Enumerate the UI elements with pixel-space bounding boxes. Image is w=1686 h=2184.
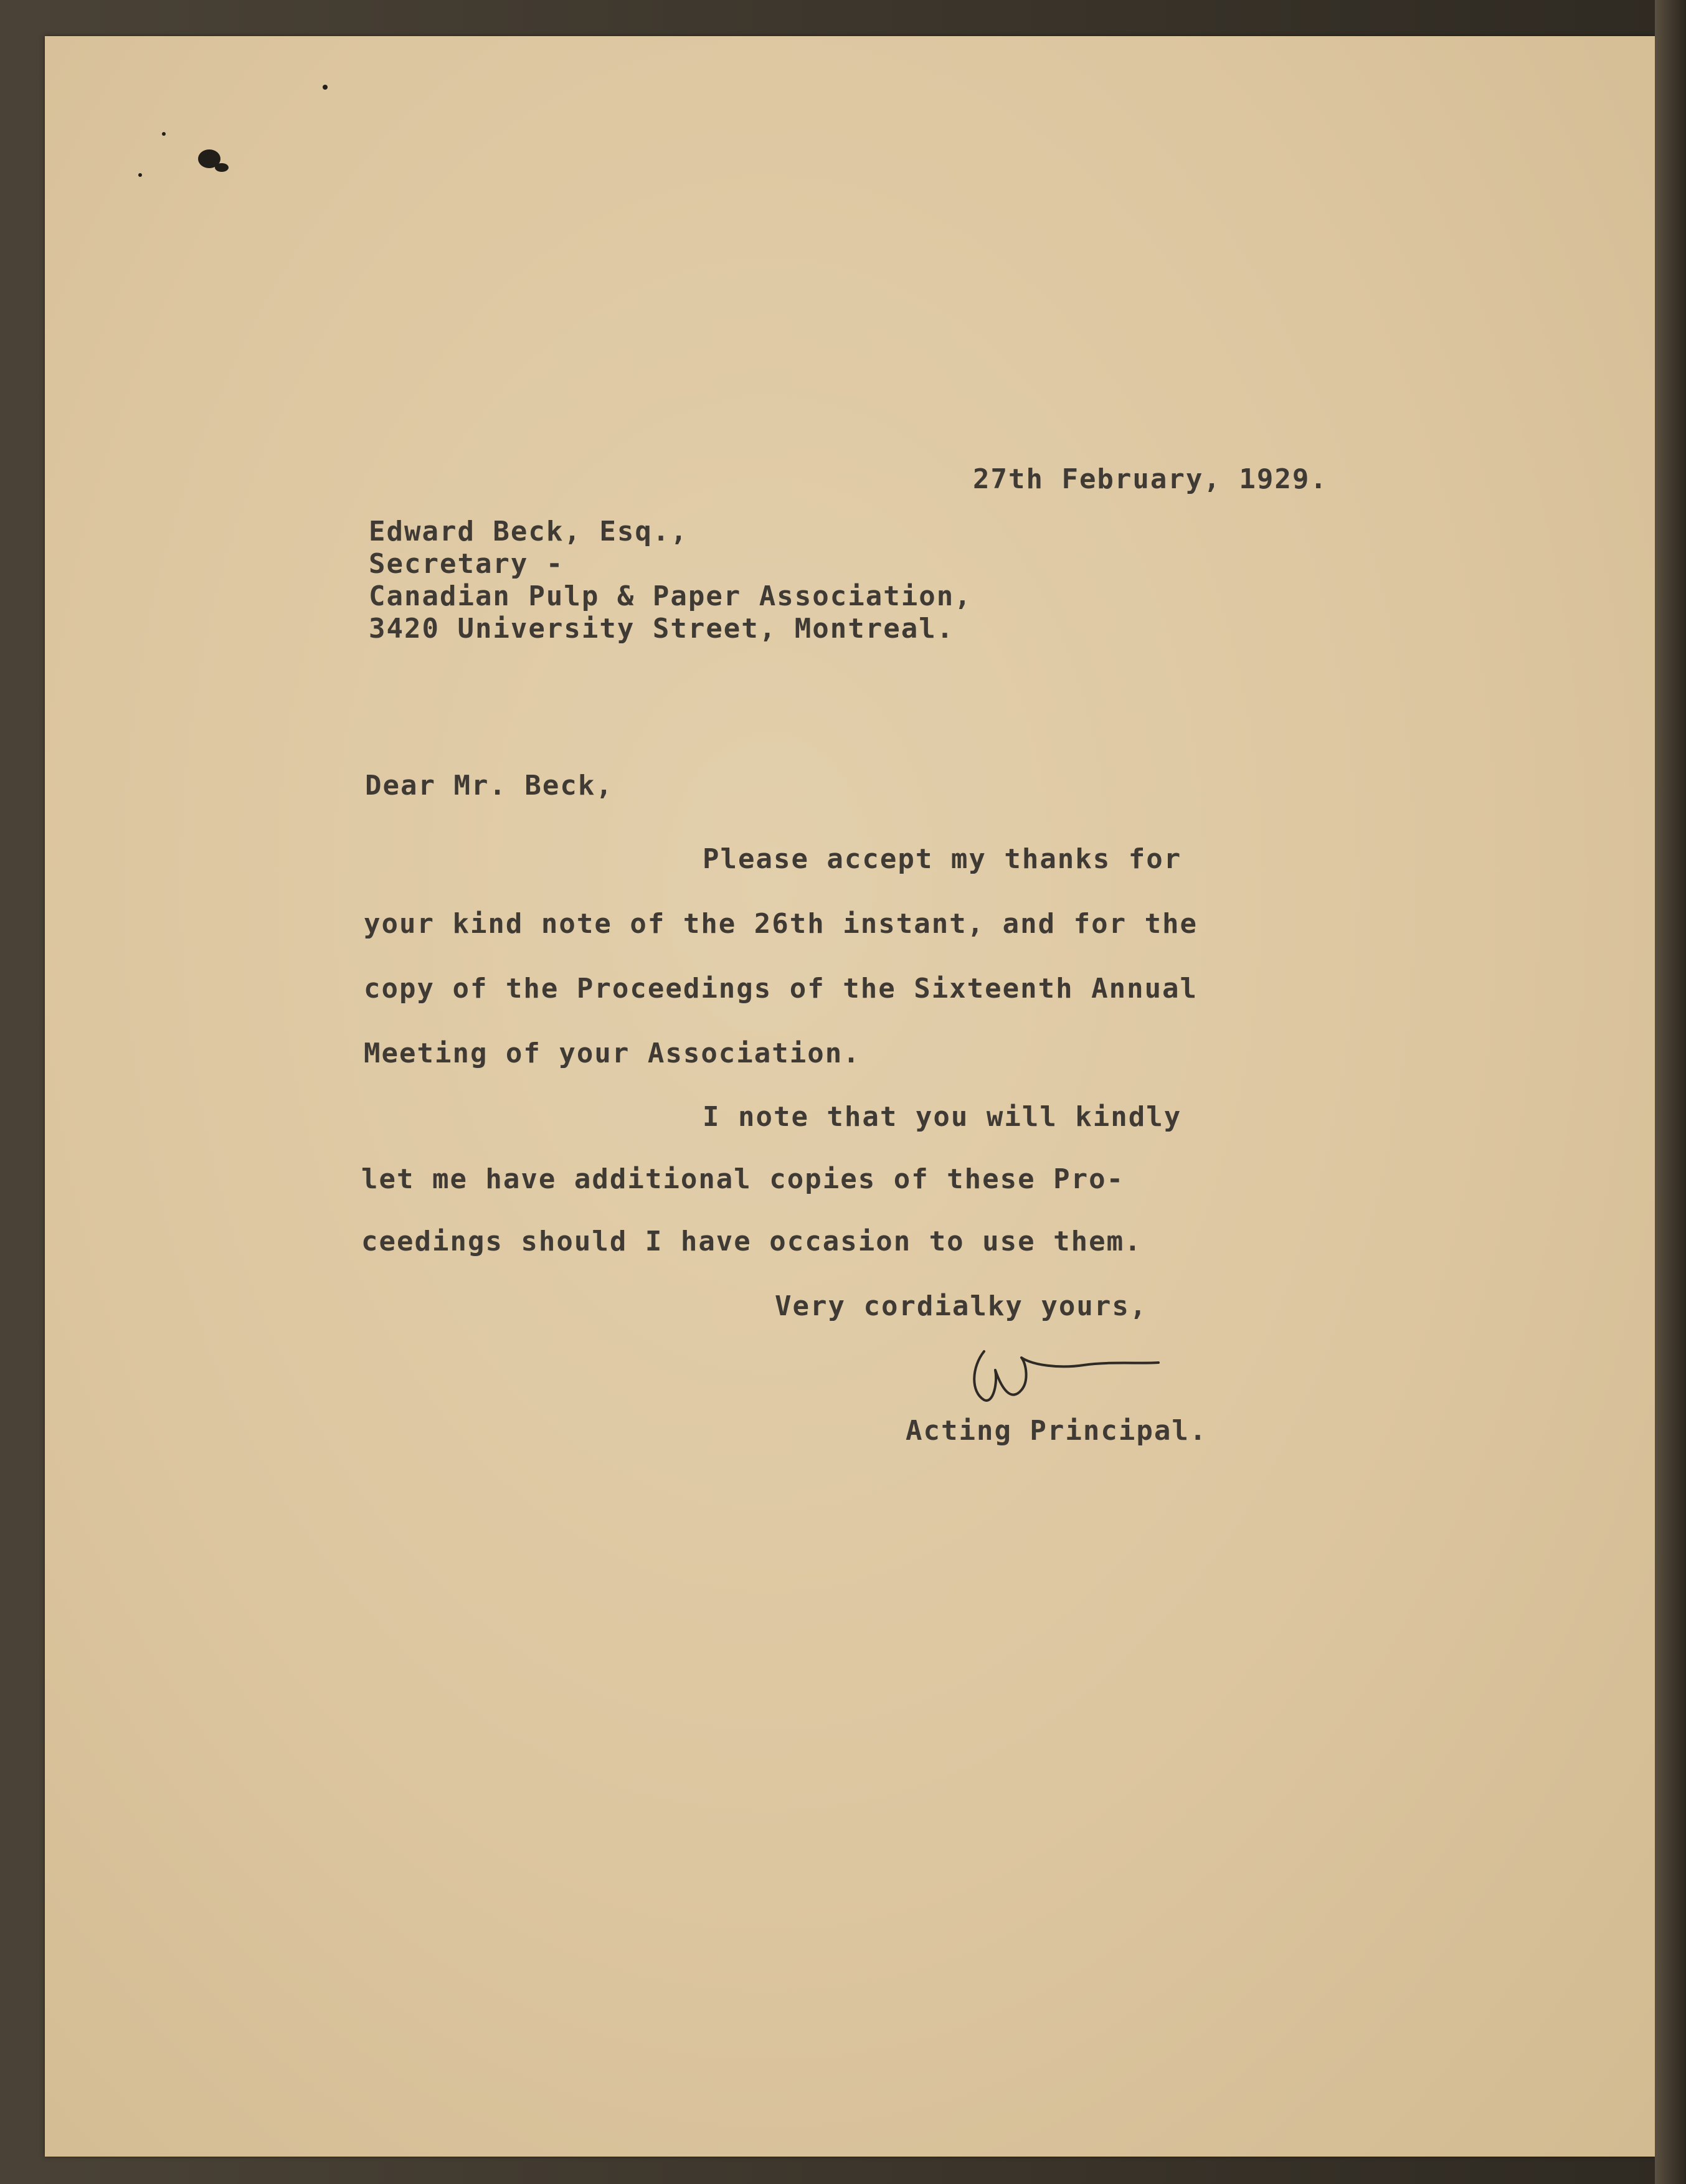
salutation: Dear Mr. Beck, — [365, 770, 613, 801]
body-line: let me have additional copies of these Pro- — [361, 1163, 1125, 1195]
signature-title: Acting Principal. — [906, 1415, 1208, 1447]
scan-edge — [1655, 0, 1686, 2184]
ink-speck — [162, 132, 166, 136]
recipient-title: Secretary - — [369, 548, 564, 580]
recipient-address: 3420 University Street, Montreal. — [369, 613, 955, 645]
letter-paper — [45, 36, 1655, 2157]
body-line: I note that you will kindly — [703, 1101, 1182, 1133]
letter-date: 27th February, 1929. — [973, 463, 1328, 495]
body-line: ceedings should I have occasion to use them. — [361, 1226, 1142, 1257]
body-line: your kind note of the 26th instant, and for the — [364, 908, 1198, 940]
handwritten-signature — [959, 1333, 1171, 1414]
body-line: Please accept my thanks for — [703, 843, 1182, 875]
body-line: Meeting of your Association. — [364, 1038, 861, 1069]
recipient-organization: Canadian Pulp & Paper Association, — [369, 580, 972, 612]
recipient-name: Edward Beck, Esq., — [369, 516, 688, 547]
ink-speck — [138, 173, 142, 177]
body-line: copy of the Proceedings of the Sixteenth Annual — [364, 973, 1198, 1005]
closing: Very cordialky yours, — [775, 1290, 1148, 1322]
ink-speck — [323, 85, 328, 90]
ink-blot-tail — [215, 163, 229, 172]
